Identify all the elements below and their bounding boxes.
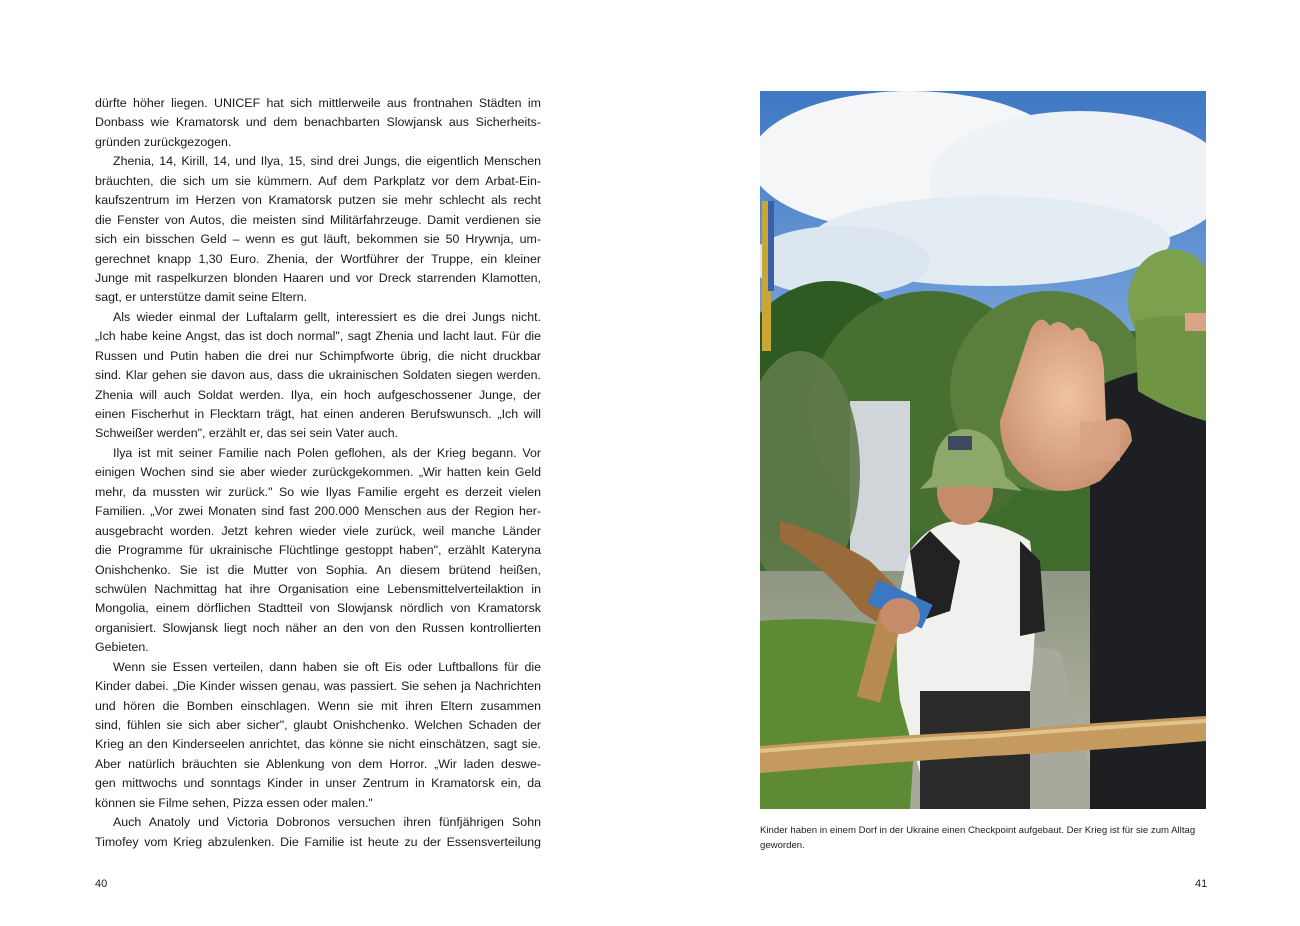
text-line: gerechnet knapp 1,30 Euro. Zhenia, der Wortführer der Truppe, ein kleiner [95,251,541,266]
text-line: Kinder dabei. „Die Kinder wissen genau, was passiert. Sie sehen ja Nachrichten [95,679,541,694]
text-line: gründen zurückgezogen. [95,134,232,149]
text-line: dürfte höher liegen. UNICEF hat sich mittlerweile aus frontnahen Städten im [95,96,541,110]
text-line: sagt, er unterstütze damit seine Eltern. [95,290,308,305]
text-line: ausgebracht worden. Jetzt kehren wieder viele zurück, weil manche Länder [95,523,541,538]
text-line: kaufszentrum im Herzen von Kramatorsk putzen sie mehr schlecht als recht [95,193,541,208]
text-line: „Ich habe keine Angst, das ist doch normal", sagt Zhenia und lacht laut. Für die [95,329,541,344]
page-number-left: 40 [95,878,108,890]
text-line: Mongolia, einem dörflichen Stadtteil von Slowjansk nördlich von Kramatorsk [95,601,541,616]
text-line: Aber natürlich bräuchten sie Ablenkung von dem Horror. „Wir laden deswe- [95,756,541,771]
text-line: Als wieder einmal der Luftalarm gellt, interessiert es die drei Jungs nicht. [113,309,541,324]
body-text [95,94,541,852]
text-line: die Programme für ukrainische Flüchtlinge gestoppt haben", erzählt Kateryna [95,543,541,558]
text-line: mehr, da mussten wir zurück." So wie Ilyas Familie ergeht es derzeit vielen [95,484,541,499]
text-line: einigen Wochen sind sie aber wieder zurückgekommen. „Wir hatten kein Geld [95,465,541,480]
text-line: Onishchenko. Sie ist die Mutter von Sophia. An diesem brütend heißen, [95,562,541,577]
text-line: können sie Filme sehen, Pizza essen oder malen." [95,795,373,810]
text-line: Familien. „Vor zwei Monaten sind fast 200.000 Menschen aus der Region her- [95,504,541,519]
text-line: schwülen Nachmittag hat ihre Organisation eine Lebensmittelverteilaktion in [95,581,541,596]
text-line: Krieg an den Kinderseelen anrichtet, das könne sie nicht einschätzen, sagt sie. [95,737,541,752]
text-line: organisiert. Slowjansk liegt noch näher an den von den Russen kontrollierten [95,620,541,635]
text-line: Russen und Putin haben die drei nur Schimpfworte übrig, die nicht druckbar [95,348,541,363]
photo-caption: Kinder haben in einem Dorf in der Ukraine einen Checkpoint aufgebaut. Der Krieg ist für sie zum Alltag geworden. [760,825,1196,851]
text-line: und hören die Bomben einschlagen. Wenn sie mit ihren Eltern zusammen [95,698,541,713]
text-line: Schweißer werden", erzählt er, das sei sein Vater auch. [95,426,399,441]
text-line: sich ein bisschen Geld – wenn es gut läuft, bekommen sie 50 Hrywnja, um- [95,232,541,247]
text-line: Auch Anatoly und Victoria Dobronos versuchen ihren fünfjährigen Sohn [113,815,541,830]
text-line: Ilya ist mit seiner Familie nach Polen geflohen, als der Krieg begann. Vor [113,445,541,460]
text-line: Timofey vom Krieg abzulenken. Die Familie ist heute zu der Essensverteilung [95,834,541,849]
text-line: bräuchten, die sich um sie kümmern. Auf dem Parkplatz vor dem Arbat-Ein- [95,173,541,188]
text-line: die Fenster von Autos, die meisten sind Militärfahrzeuge. Damit verdienen sie [95,212,541,227]
text-line: sind, fühlen sie sich aber sicher", glaubt Onishchenko. Welchen Schaden der [95,718,541,732]
text-line: Donbass wie Kramatorsk und dem benachbarten Slowjansk aus Sicherheits- [95,115,541,130]
text-line: einen Fischerhut in Flecktarn trägt, hat einen anderen Berufswunsch. „Ich will [95,407,541,421]
text-line: sind. Klar gehen sie davon aus, dass die ukrainischen Soldaten siegen werden. [95,368,541,383]
text-line: Junge mit raspelkurzen blonden Haaren und vor Dreck starrenden Klamotten, [95,270,541,285]
text-line: Zhenia will auch Soldat werden. Ilya, ein hoch aufgeschossener Junge, der [95,387,541,402]
text-line: Gebieten. [95,640,149,655]
text-line: Zhenia, 14, Kirill, 14, und Ilya, 15, sind drei Jungs, die eigentlich Menschen [113,154,541,169]
page-number-right: 41 [1195,878,1208,890]
text-line: Wenn sie Essen verteilen, dann haben sie oft Eis oder Luftballons für die [113,659,541,674]
text-line: gen mittwochs und sonntags Kinder in unser Zentrum in Kramatorsk ein, da [95,776,541,791]
photo-children-checkpoint [760,91,1206,809]
